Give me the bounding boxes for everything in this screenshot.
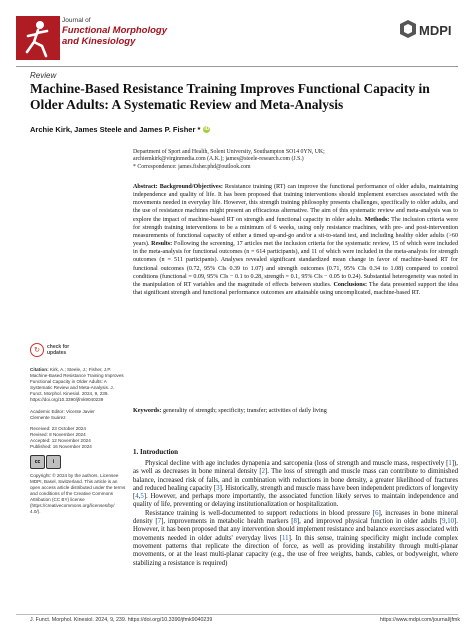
citation-text: Kirk, A.; Steele, J.; Fisher, J.P. Machine-Based Resistance Training Improves Functional Capacity in Older Adults: A Systematic Review and Meta-Analysis. J. Funct. Morphol. Kinesiol. 2024, 9, 239. https://doi.org/10.3390/jfmk9040239 (30, 367, 124, 402)
paragraph-text: ]), as well as decreases in bone mineral density [ (133, 460, 458, 476)
correspondence: * Correspondence: james.fisher.phd@outlook.com (133, 163, 251, 170)
citation-link[interactable]: 11 (282, 534, 289, 542)
affiliations (133, 149, 458, 171)
sidebar (30, 343, 126, 515)
editor-label: Academic Editor: Vicente Javier (30, 409, 95, 414)
authors-text: Archie Kirk, James Steele and James P. Fisher * (30, 125, 201, 134)
header-divider (16, 66, 458, 67)
citation-link[interactable]: 8 (293, 518, 297, 526)
paragraph-text: ]. Historically, strength and muscle mass have been independent predictors of longevity [ (133, 484, 459, 501)
section-heading: 1. Introduction (133, 448, 178, 456)
keywords (133, 407, 458, 415)
revised-date: Revised: 8 November 2024 (30, 432, 86, 437)
article-title: Machine-Based Resistance Training Improves Functional Capacity in Older Adults: A Systematic Review and Meta-Analysis (30, 81, 430, 112)
publisher-name: MDPI (419, 23, 452, 38)
abstract-label: Abstract: Background/Objectives: (133, 184, 223, 190)
results-text: Following the screening, 17 articles met the inclusion criteria for the systematic review, 15 of which were included in the meta-analysis for functional outcomes (n = 614 participants), and 11 of which were included in the meta-analysis for strength outcomes (n = 511 participants). Analyses revealed significant standardized mean change in favor of machine-based RT for functional outcomes (0.72, 95% CIs 0.39 to 1.07) and strength outcomes (0.71, 95% CIs 0.34 to 1.08) compared to control conditions (functional = 0.09, 95% CIs − 0.1 to 0.28, strength = 0.1, 95% CIs − 0.05 to 0.24). Substantial heterogeneity was noted in the manipulation of RT variables and the magnitude of effects between studies. (133, 241, 458, 288)
footer-journal-link[interactable]: https://www.mdpi.com/journal/jfmk (379, 617, 460, 623)
citation-link[interactable]: 4 (135, 493, 139, 501)
published-date: Published: 16 November 2024 (30, 444, 92, 449)
citation-link[interactable]: 3 (216, 484, 220, 492)
abstract (133, 183, 458, 297)
updates-line-1: check for (47, 344, 70, 350)
article-type: Review (30, 71, 57, 80)
cc-license-badge[interactable] (30, 455, 126, 469)
check-for-updates-button[interactable] (30, 343, 126, 357)
updates-line-2: updates (47, 350, 67, 356)
footer-divider (16, 614, 458, 615)
abstract-text: Resistance training (RT) can improve the functional performance of older adults, maintaining independence and quality of life. It has been proposed that training interventions should implement exercises associated with the movements needed in everyday life. However, this strength training philosophy presents challenges, specifically to older adults, and the use of resistance machines might present an efficacious alternative. The aim of this systematic review and meta-analysis was to explore the impact of machine-based RT on strength and functional capacity in older adults. (133, 184, 458, 223)
journal-line-2: and Kinesiology (62, 35, 136, 47)
author-list (30, 125, 210, 134)
affiliation-line: Department of Sport and Health, Solent University, Southampton SO14 0YN, UK; (133, 149, 325, 155)
accepted-date: Accepted: 12 November 2024 (30, 438, 91, 443)
conclusions-label: Conclusions: (333, 281, 367, 288)
citation-link[interactable]: 1 (448, 460, 452, 467)
footer-citation: J. Funct. Morphol. Kinesiol. 2024, 9, 239. https://doi.org/10.3390/jfmk9040239 (30, 617, 213, 623)
journal-logo-icon (16, 16, 60, 60)
intro-paragraph-2 (133, 510, 458, 568)
academic-editor (30, 409, 126, 421)
footer (30, 617, 460, 623)
results-label: Results: (151, 241, 173, 248)
methods-label: Methods: (364, 216, 390, 223)
refresh-icon: ↻ (30, 343, 44, 357)
citation-link[interactable]: 10 (447, 518, 455, 526)
citation-label: Citation: (30, 367, 49, 372)
journal-name[interactable] (62, 16, 167, 47)
citation-link[interactable]: 5 (140, 493, 144, 501)
affiliation-line: archiemkirk@virginmedia.com (A.K.); james@steele-research.com (J.S.) (133, 156, 304, 163)
citation-link[interactable]: 9 (442, 518, 446, 526)
paragraph-text: , (138, 493, 141, 501)
paragraph-text: , (445, 518, 448, 526)
paragraph-text: Resistance training is well-documented to support reductions in blood pressure [ (145, 509, 376, 517)
attribution-icon: i (46, 455, 61, 469)
keywords-label: Keywords: (133, 408, 162, 414)
conclusions-text: The data presented support the idea that significant strength and functional performance outcomes are attainable using uncomplicated, machine-based RT. (133, 281, 458, 297)
editor-name: Clemente Suárez (30, 415, 66, 420)
paragraph-text: Physical decline with age includes dynapenia and sarcopenia (loss of strength and muscle mass, respectively [ (145, 460, 449, 467)
citation-link[interactable]: 2 (261, 468, 266, 476)
journal-prefix: Journal of (62, 17, 91, 24)
paragraph-text: ], improvements in metabolic health markers [ (161, 518, 294, 526)
mdpi-logo[interactable] (396, 20, 460, 40)
citation (30, 367, 126, 403)
introduction (133, 460, 458, 568)
received-date: Received: 23 October 2024 (30, 426, 86, 431)
copyright: Copyright: © 2024 by the authors. Licensee MDPI, Basel, Switzerland. This article is an open access article distributed under the terms and conditions of the Creative Commons Attribution (CC BY) license (https://creativecommons.org/licenses/by/ 4.0/). (30, 473, 126, 514)
citation-link[interactable]: 6 (375, 509, 379, 517)
paragraph-text: ], and improved physical function in older adults [ (296, 518, 443, 526)
keywords-text: generality of strength; specificity; transfer; activities of daily living (161, 408, 327, 414)
paragraph-text: ], increases in bone mineral density [ (133, 509, 458, 526)
intro-paragraph-1 (133, 460, 458, 510)
methods-text: The inclusion criteria were for strength training interventions to be a minimum of 6 weeks, using only resistance machines, with pre- and post-intervention measurements of functional capacity of either a timed up-and-go and/or a sit-to-stand test, and including healthy older adults (>60 years). (133, 216, 458, 248)
journal-line-1: Functional Morphology (62, 25, 168, 36)
dates (30, 426, 126, 450)
paragraph-text: ]. The loss of strength and muscle mass can contribute to diminished balance, increased risk of falls, and in combination with reductions in bone density, a greater likelihood of fractures and reduced healing capacity [ (133, 468, 458, 492)
paragraph-text: ]. However, it has been proposed that any intervention should implement resistance and balance exercises associated with movements needed in older adults' everyday lives [ (133, 518, 458, 542)
citation-link[interactable]: 7 (157, 518, 162, 526)
paragraph-text: ]. However, and perhaps more importantly, the associated function likely serves to maintain independence and quality of life, preventing or delaying institutionalization or hospitalization. (133, 493, 458, 509)
orcid-icon[interactable]: iD (204, 126, 210, 132)
paragraph-text: ]. In this sense, training specificity might include complex movement patterns that replicate the direction of force, as well as providing instability through multi-planar movements, or at the least multi-planar capacity (e.g., the use of free weights, bands, cables, or bodyweight, where stabilizing a resistance is required) (133, 534, 458, 567)
cc-icon: cc (30, 455, 45, 469)
